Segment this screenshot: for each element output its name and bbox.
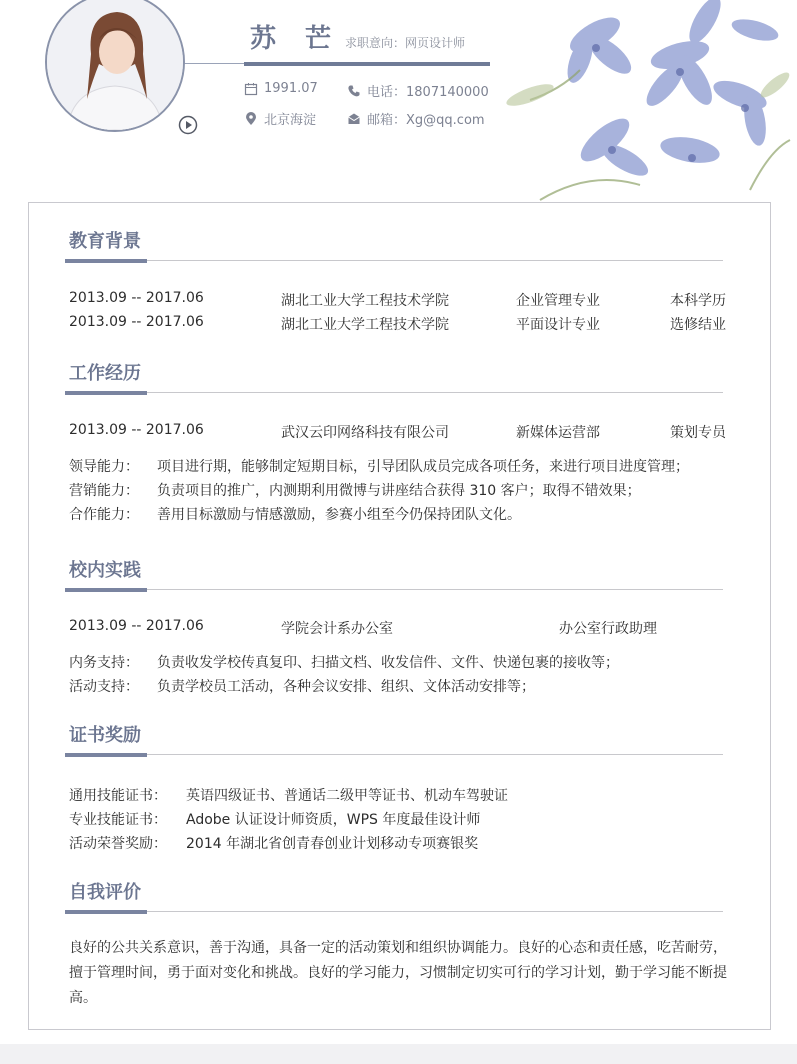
candidate-name: 苏 芒: [250, 24, 342, 54]
work-title-bar: [65, 391, 147, 395]
edu-row-1-school: 湖北工业大学工程技术学院: [281, 293, 449, 309]
cert-item-3-label: 活动荣誉奖励：: [69, 836, 167, 852]
phone-info: [347, 81, 489, 100]
work-item-3-text: 善用目标激励与情感激励，参赛小组至今仍保持团队文化。: [157, 507, 521, 523]
certs-title: 证书奖励: [69, 725, 141, 746]
avatar: [45, 0, 185, 132]
edu-row-1-degree: 本科学历: [670, 293, 726, 309]
campus-item-1-text: 负责收发学校传真复印、扫描文档、收发信件、文件、快递包裹的接收等；: [157, 655, 619, 671]
work-title: 工作经历: [69, 363, 141, 384]
campus-role: 办公室行政助理: [559, 621, 657, 637]
campus-title-bar: [65, 588, 147, 592]
campus-item-2-text: 负责学校员工活动，各种会议安排、组织、文体活动安排等；: [157, 679, 535, 695]
edu-row-2-date: 2013.09 -- 2017.06: [69, 314, 204, 330]
self-title: 自我评价: [69, 882, 141, 903]
education-title: 教育背景: [69, 231, 141, 252]
birth-info: [244, 81, 318, 96]
edu-row-2-degree: 选修结业: [670, 317, 726, 333]
self-divider: [147, 911, 723, 912]
email-icon: [347, 112, 361, 126]
education-divider: [147, 260, 723, 261]
email-info: [347, 109, 485, 128]
name-underline: [244, 62, 490, 66]
work-item-3-label: 合作能力：: [69, 507, 139, 523]
location-icon: [244, 112, 258, 126]
avatar-portrait: [47, 0, 183, 130]
campus-date: 2013.09 -- 2017.06: [69, 618, 204, 634]
work-item-1-text: 项目进行期，能够制定短期目标，引导团队成员完成各项任务，来进行项目进度管理；: [157, 459, 689, 475]
cert-item-2-label: 专业技能证书：: [69, 812, 167, 828]
phone-number[interactable]: 电话：1807140000: [367, 85, 489, 100]
location-info: [244, 109, 316, 128]
cert-item-3-text: 2014 年湖北省创青春创业计划移动专项赛银奖: [186, 836, 479, 852]
campus-title: 校内实践: [69, 560, 141, 581]
phone-icon: [347, 84, 361, 98]
campus-divider: [147, 589, 723, 590]
work-role: 策划专员: [670, 425, 726, 441]
cert-item-1-label: 通用技能证书：: [69, 788, 167, 804]
self-title-bar: [65, 910, 147, 914]
education-title-bar: [65, 259, 147, 263]
campus-item-1-label: 内务支持：: [69, 655, 139, 671]
self-evaluation-text: 良好的公共关系意识，善于沟通，具备一定的活动策划和组织协调能力。良好的心态和责任感，吃苦耐劳，擅于管理时间，勇于面对变化和挑战。良好的学习能力，习惯制定切实可行的学习计划，勤于学习能不断提高。: [69, 940, 727, 1006]
work-divider: [147, 392, 723, 393]
location-text: 北京海淀: [264, 113, 317, 128]
work-item-2-text: 负责项目的推广，内测期利用微博与讲座结合获得 310 客户；取得不错效果；: [157, 483, 641, 499]
work-item-2-label: 营销能力：: [69, 483, 139, 499]
certs-divider: [147, 754, 723, 755]
resume-card: [28, 202, 771, 1030]
play-icon[interactable]: [178, 115, 198, 135]
work-item-1-label: 领导能力：: [69, 459, 139, 475]
page-bottom-band: [0, 1044, 797, 1064]
job-intent: 求职意向：网页设计师: [345, 36, 466, 50]
birth-date: 1991.07: [264, 81, 318, 96]
campus-item-2-label: 活动支持：: [69, 679, 139, 695]
certs-title-bar: [65, 753, 147, 757]
edu-row-1-date: 2013.09 -- 2017.06: [69, 290, 204, 306]
cert-item-2-text: Adobe 认证设计师资质，WPS 年度最佳设计师: [186, 812, 481, 828]
edu-row-1-major: 企业管理专业: [516, 293, 600, 309]
flower-decoration: [500, 0, 797, 205]
work-date: 2013.09 -- 2017.06: [69, 422, 204, 438]
edu-row-2-school: 湖北工业大学工程技术学院: [281, 317, 449, 333]
work-dept: 新媒体运营部: [516, 425, 600, 441]
cert-item-1-text: 英语四级证书、普通话二级甲等证书、机动车驾驶证: [186, 788, 508, 804]
campus-org: 学院会计系办公室: [281, 621, 393, 637]
calendar-icon: [244, 82, 258, 96]
edu-row-2-major: 平面设计专业: [516, 317, 600, 333]
email-address[interactable]: 邮箱：Xg@qq.com: [367, 113, 485, 128]
work-company: 武汉云印网络科技有限公司: [281, 425, 449, 441]
header-connector-line: [180, 63, 244, 64]
